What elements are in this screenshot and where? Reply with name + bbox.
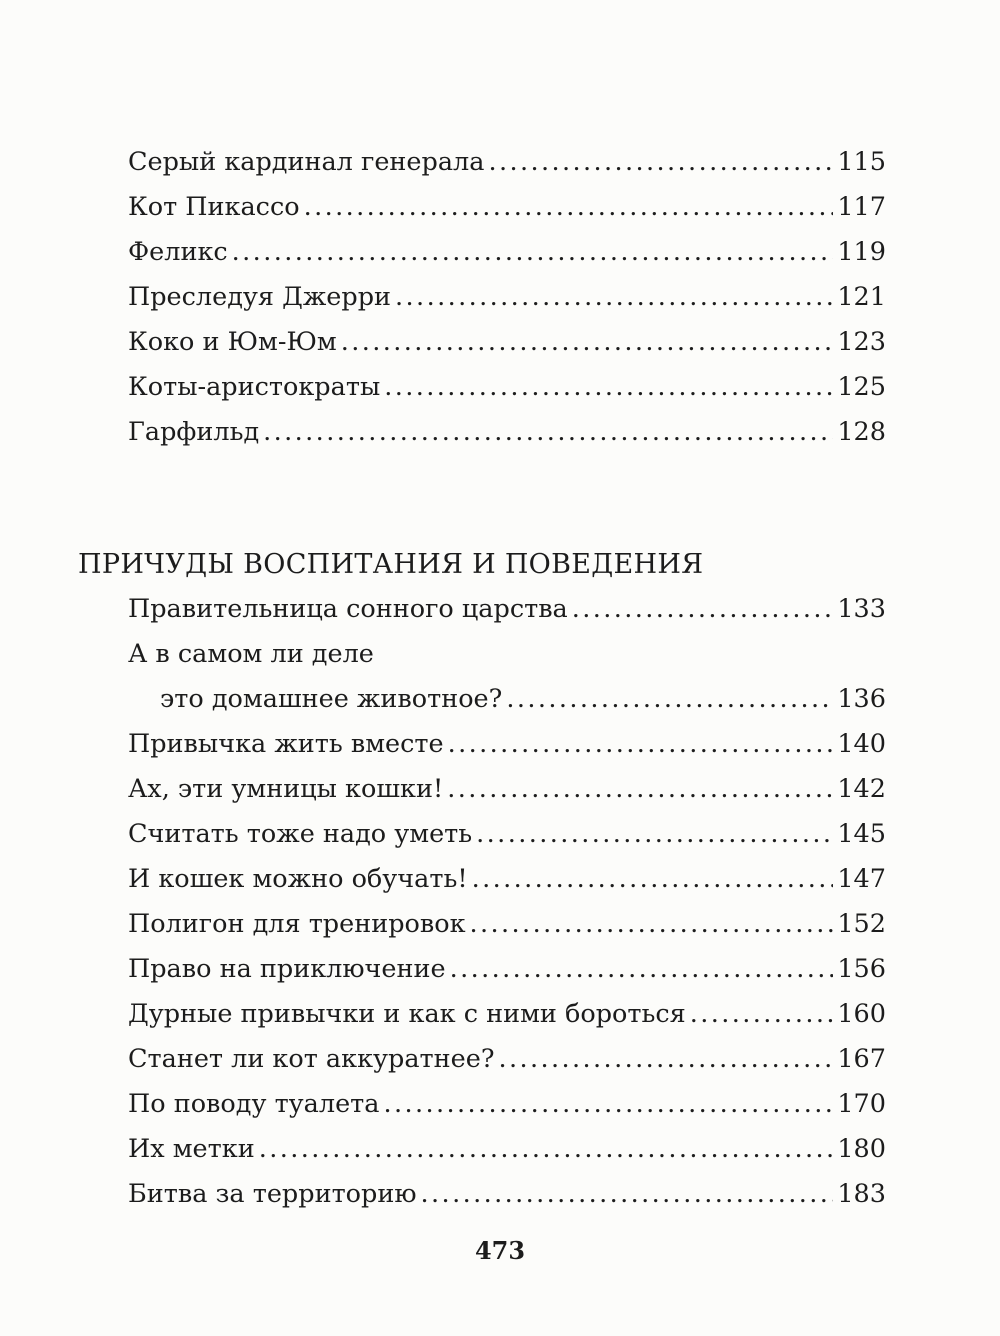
toc-entry [128, 320, 886, 365]
dot-leader [447, 767, 833, 812]
toc-entry [128, 1172, 886, 1217]
dot-leader [499, 1037, 834, 1082]
toc-entry [128, 677, 886, 722]
dot-leader [304, 185, 834, 230]
toc-entry [128, 902, 886, 947]
entry-title: Коты-аристократы [128, 372, 381, 402]
dot-leader [383, 1082, 833, 1127]
section-heading: ПРИЧУДЫ ВОСПИТАНИЯ И ПОВЕДЕНИЯ [78, 549, 704, 580]
dot-leader [472, 857, 834, 902]
entry-title: Полигон для тренировок [128, 909, 466, 939]
toc-entry [128, 365, 886, 410]
dot-leader [263, 410, 833, 455]
entry-title: Феликс [128, 237, 228, 267]
dot-leader [488, 140, 833, 185]
page-number: 473 [474, 1236, 526, 1265]
entry-page: 121 [837, 282, 886, 312]
entry-title: Их метки [128, 1134, 255, 1164]
entry-page: 140 [837, 729, 886, 759]
toc-entry [128, 767, 886, 812]
dot-leader [476, 812, 833, 857]
entry-title: Ах, эти умницы кошки! [128, 774, 444, 804]
entry-title: это домашнее животное? [160, 684, 503, 714]
entry-title: По поводу туалета [128, 1089, 380, 1119]
entry-page: 136 [837, 684, 886, 714]
dot-leader [448, 722, 834, 767]
entry-page: 117 [837, 192, 886, 222]
dot-leader [470, 902, 834, 947]
entry-page: 147 [837, 864, 886, 894]
entry-title: Преследуя Джерри [128, 282, 392, 312]
toc-entry [128, 632, 886, 677]
dot-leader [395, 275, 833, 320]
entry-title: Коко и Юм-Юм [128, 327, 337, 357]
entry-page: 156 [837, 954, 886, 984]
toc-section-1 [128, 140, 886, 455]
toc-entry [128, 992, 886, 1037]
entry-page: 170 [837, 1089, 886, 1119]
entry-page: 115 [837, 147, 886, 177]
entry-page: 142 [837, 774, 886, 804]
entry-title: Битва за территорию [128, 1179, 417, 1209]
entry-page: 128 [837, 417, 886, 447]
toc-entry [128, 1037, 886, 1082]
toc-entry [128, 275, 886, 320]
dot-leader [506, 677, 833, 722]
entry-title: А в самом ли деле [128, 639, 374, 669]
entry-title: И кошек можно обучать! [128, 864, 468, 894]
dot-leader [690, 992, 834, 1037]
dot-leader [232, 230, 834, 275]
entry-title: Дурные привычки и как с ними бороться [128, 999, 686, 1029]
toc-entry [128, 857, 886, 902]
entry-page: 160 [837, 999, 886, 1029]
dot-leader [341, 320, 834, 365]
entry-page: 133 [837, 594, 886, 624]
toc-entry [128, 410, 886, 455]
entry-page: 119 [837, 237, 886, 267]
entry-page: 152 [837, 909, 886, 939]
toc-entry [128, 722, 886, 767]
toc-entry [128, 587, 886, 632]
dot-leader [572, 587, 834, 632]
entry-title: Право на приключение [128, 954, 446, 984]
entry-page: 180 [837, 1134, 886, 1164]
entry-page: 183 [837, 1179, 886, 1209]
dot-leader [421, 1172, 834, 1217]
toc-entry [128, 185, 886, 230]
entry-title: Серый кардинал генерала [128, 147, 485, 177]
toc-entry [128, 947, 886, 992]
dot-leader [384, 365, 833, 410]
entry-title: Кот Пикассо [128, 192, 300, 222]
dot-leader [450, 947, 834, 992]
entry-title: Привычка жить вместе [128, 729, 444, 759]
toc-entry [128, 1082, 886, 1127]
entry-page: 145 [837, 819, 886, 849]
toc-entry [128, 230, 886, 275]
entry-page: 167 [837, 1044, 886, 1074]
toc-section-2 [128, 587, 886, 1217]
entry-title: Считать тоже надо уметь [128, 819, 473, 849]
toc-entry [128, 1127, 886, 1172]
entry-title: Станет ли кот аккуратнее? [128, 1044, 495, 1074]
toc-entry [128, 812, 886, 857]
dot-leader [259, 1127, 834, 1172]
entry-title: Правительница сонного царства [128, 594, 568, 624]
toc-entry [128, 140, 886, 185]
entry-page: 123 [837, 327, 886, 357]
entry-page: 125 [837, 372, 886, 402]
entry-title: Гарфильд [128, 417, 260, 447]
